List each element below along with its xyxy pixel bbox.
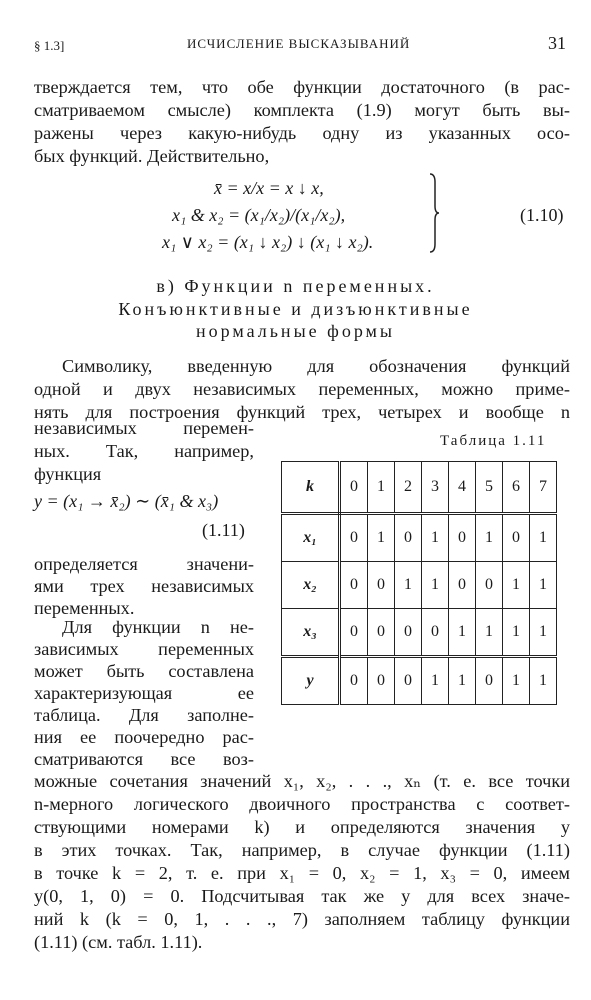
table-header-row: [282, 462, 557, 514]
table-cell: 1: [395, 562, 422, 609]
table-cell: 1: [503, 657, 530, 705]
row-header: y: [282, 657, 340, 705]
paragraph-line: ствующими номерами k) и определяются значения y: [34, 817, 570, 837]
table-cell: 1: [530, 609, 557, 657]
table-cell: 1: [422, 657, 449, 705]
table-cell: 1: [503, 609, 530, 657]
column-header: 5: [476, 462, 503, 514]
row-header: x₂: [282, 562, 340, 609]
paragraph-line: можные сочетания значений x₁, x₂, . . ., xₙ (т. е. все точки: [34, 771, 570, 791]
paragraph-line: n-мерного логического двоичного пространства с соответ-: [34, 794, 570, 814]
paragraph-line: (1.11) (см. табл. 1.11).: [34, 932, 203, 952]
paragraph-line: сматриваемом смысле) комплекта (1.9) могут быть вы-: [34, 100, 570, 120]
row-header: x₃: [282, 609, 340, 657]
paragraph-line: характеризующая ее: [34, 683, 254, 703]
table-cell: 0: [449, 514, 476, 562]
paragraph-line: ния ее поочередно рас-: [34, 727, 254, 747]
table-cell: 1: [422, 514, 449, 562]
table-cell: 1: [530, 514, 557, 562]
truth-table: [281, 461, 557, 705]
paragraph-line: нять для построения функций трех, четырех и вообще n: [34, 402, 570, 422]
paragraph-line: ний k (k = 0, 1, . . ., 7) заполняем таблицу функции: [34, 909, 570, 929]
table-cell: 0: [395, 657, 422, 705]
paragraph-line: Символику, введенную для обозначения функций: [62, 356, 570, 376]
table-row: [282, 609, 557, 657]
table-row: [282, 514, 557, 562]
table-cell: 0: [476, 562, 503, 609]
column-header: 6: [503, 462, 530, 514]
column-header: 2: [395, 462, 422, 514]
table-cell: 1: [530, 562, 557, 609]
section-reference: § 1.3]: [34, 38, 65, 53]
table-cell: 0: [340, 562, 368, 609]
paragraph-line: ражены через какую-нибудь одну из указанных осо-: [34, 123, 570, 143]
table-cell: 1: [449, 609, 476, 657]
table-cell: 1: [476, 514, 503, 562]
paragraph-line: одной и двух независимых переменных, можно приме-: [34, 379, 570, 399]
column-header: 3: [422, 462, 449, 514]
page-number: 31: [548, 33, 566, 53]
column-header: 4: [449, 462, 476, 514]
table-cell: 0: [449, 562, 476, 609]
running-title: ИСЧИСЛЕНИЕ ВЫСКАЗЫВАНИЙ: [187, 36, 411, 51]
table-cell: 1: [422, 562, 449, 609]
table-cell: 0: [368, 562, 395, 609]
section-heading: нормальные формы: [195, 321, 396, 341]
formula-111: y = (x₁ → x̄₂) ∼ (x̄₁ & x₃): [34, 491, 219, 511]
paragraph-line: y(0, 1, 0) = 0. Подсчитывая так же y для всех значе-: [34, 886, 570, 906]
table-cell: 0: [368, 609, 395, 657]
table-cell: 0: [503, 514, 530, 562]
table-cell: 0: [395, 514, 422, 562]
formula-line: x₁ ∨ x₂ = (x₁ ↓ x₂) ↓ (x₁ ↓ x₂).: [162, 232, 374, 252]
row-header: x₁: [282, 514, 340, 562]
paragraph-line: ями трех независимых: [34, 576, 254, 596]
paragraph-line: независимых перемен-: [34, 418, 254, 438]
paragraph-line: сматриваются все воз-: [34, 749, 254, 769]
row-header-k: k: [282, 462, 340, 514]
paragraph-line: зависимых переменных: [34, 639, 254, 659]
section-heading: в) Функции n переменных.: [156, 276, 435, 296]
paragraph-line: бых функций. Действительно,: [34, 146, 270, 166]
formula-line: x₁ & x₂ = (x₁/x₂)/(x₁/x₂),: [172, 205, 346, 225]
table-cell: 0: [340, 609, 368, 657]
table-cell: 0: [340, 657, 368, 705]
table-cell: 1: [368, 514, 395, 562]
table-row: [282, 562, 557, 609]
paragraph-line: определяется значени-: [34, 554, 254, 574]
paragraph-line: может быть составлена: [34, 661, 254, 681]
paragraph-line: тверждается тем, что обе функции достаточного (в рас-: [34, 77, 570, 97]
equation-number: (1.10): [520, 205, 564, 225]
table-cell: 1: [530, 657, 557, 705]
table-cell: 0: [368, 657, 395, 705]
paragraph-line: в точке k = 2, т. е. при x₁ = 0, x₂ = 1, x₃ = 0, имеем: [34, 863, 570, 883]
table-caption: Таблица 1.11: [440, 433, 547, 449]
table-cell: 1: [476, 609, 503, 657]
table-row: [282, 657, 557, 705]
table-cell: 0: [395, 609, 422, 657]
equation-number: (1.11): [202, 520, 245, 540]
table-cell: 0: [476, 657, 503, 705]
paragraph-line: ных. Так, например,: [34, 441, 254, 461]
table-cell: 0: [422, 609, 449, 657]
paragraph-line: таблица. Для заполне-: [34, 705, 254, 725]
table-cell: 1: [503, 562, 530, 609]
column-header: 1: [368, 462, 395, 514]
table-cell: 0: [340, 514, 368, 562]
paragraph-line: переменных.: [34, 598, 135, 618]
section-heading: Конъюнктивные и дизъюнктивные: [118, 299, 473, 319]
column-header: 7: [530, 462, 557, 514]
formula-line: x̄ = x/x = x ↓ x,: [214, 178, 324, 198]
right-brace: [428, 172, 438, 254]
column-header: 0: [340, 462, 368, 514]
paragraph-line: Для функции n не-: [62, 617, 254, 637]
paragraph-line: в этих точках. Так, например, в случае функции (1.11): [34, 840, 570, 860]
table-cell: 1: [449, 657, 476, 705]
paragraph-line: функция: [34, 464, 102, 484]
